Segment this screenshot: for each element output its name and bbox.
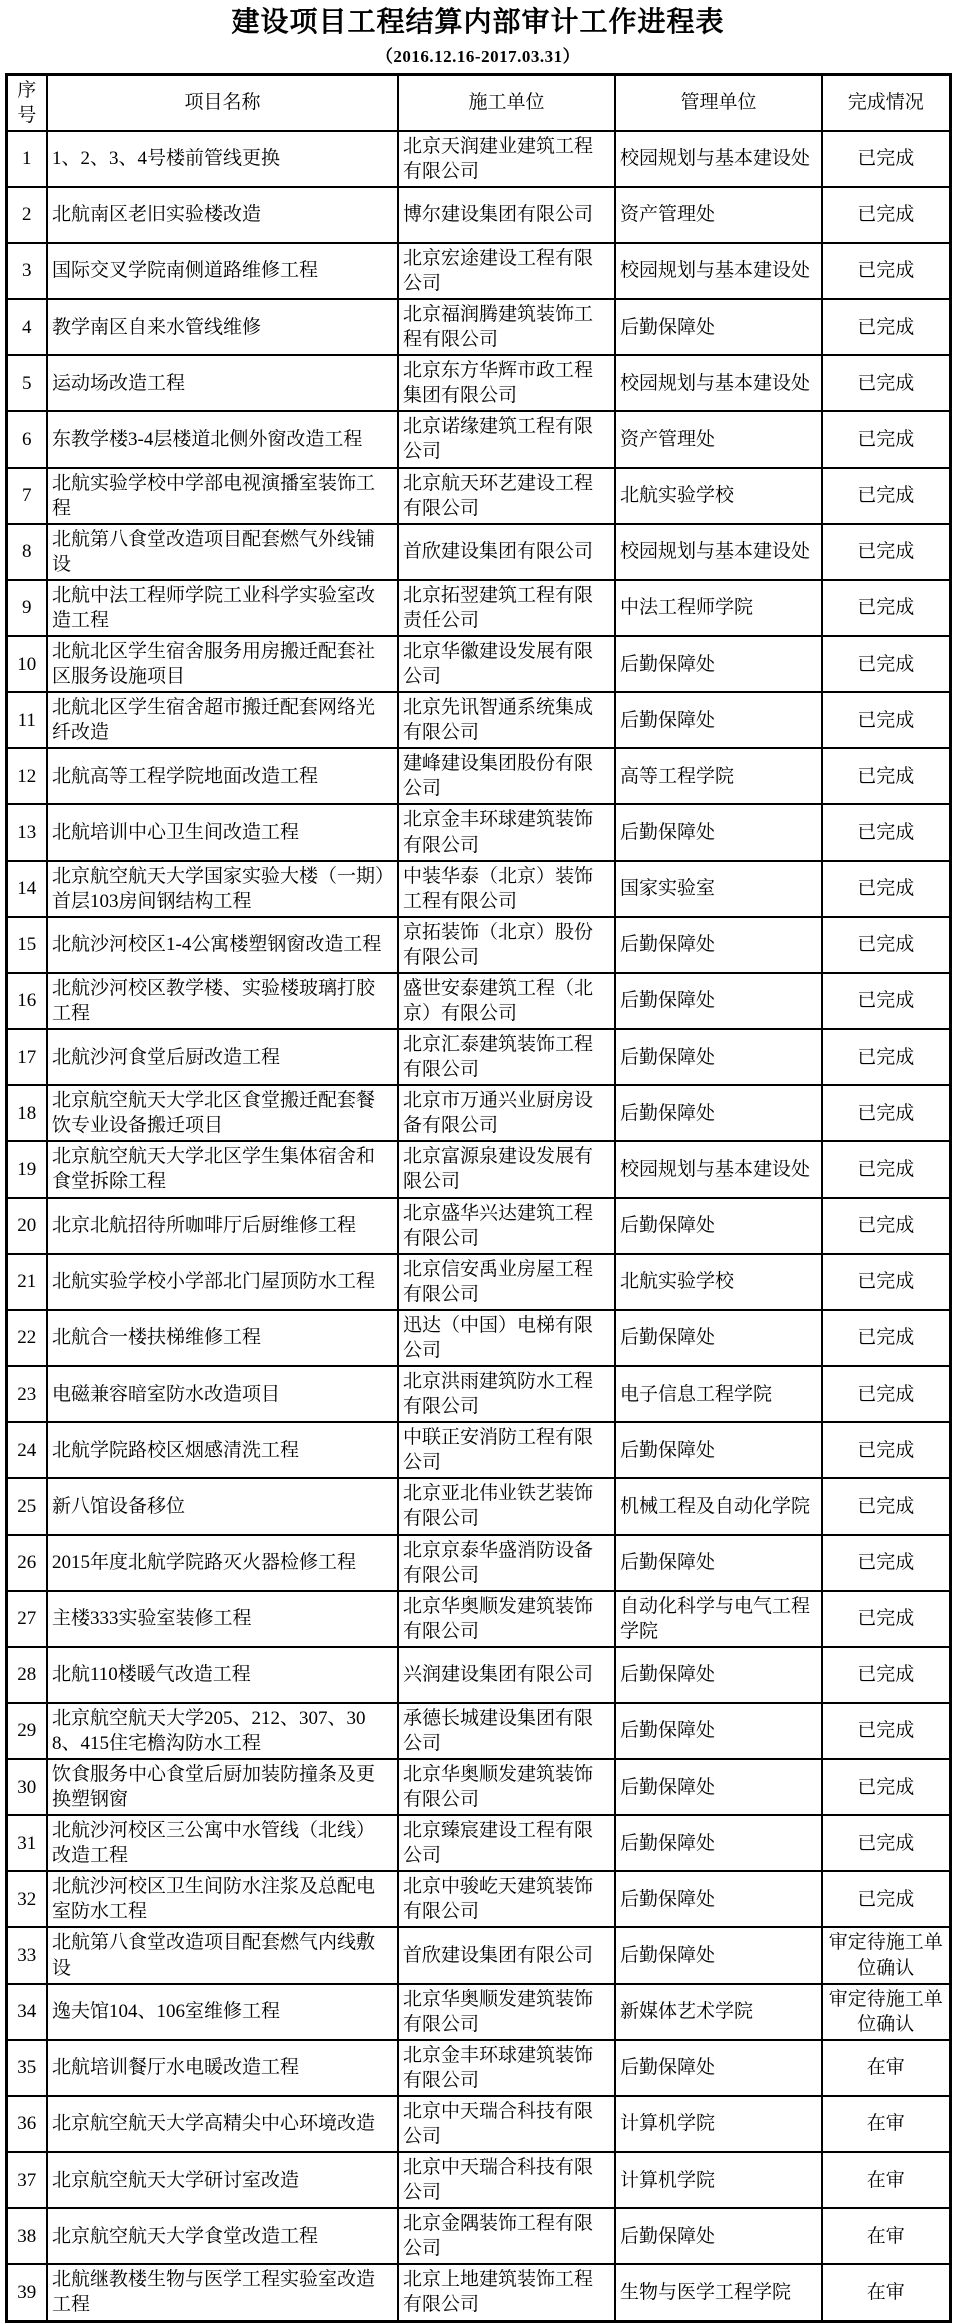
row-number-cell: 20 [6,1198,47,1254]
project-name-cell: 北航继教楼生物与医学工程实验室改造工程 [47,2264,398,2321]
completion-status-cell: 已完成 [822,1366,950,1422]
construction-unit-cell: 北京中天瑞合科技有限公司 [398,2096,615,2152]
management-unit-cell: 后勤保障处 [615,804,822,860]
project-name-cell: 运动场改造工程 [47,355,398,411]
project-name-cell: 新八馆设备移位 [47,1478,398,1534]
project-name-cell: 北航北区学生宿舍超市搬迁配套网络光纤改造 [47,692,398,748]
construction-unit-cell: 北京诺缘建筑工程有限公司 [398,411,615,467]
management-unit-cell: 后勤保障处 [615,692,822,748]
table-row [6,1478,950,1534]
row-number-cell: 28 [6,1647,47,1703]
management-unit-cell: 高等工程学院 [615,748,822,804]
completion-status-cell: 已完成 [822,1141,950,1197]
construction-unit-cell: 兴润建设集团有限公司 [398,1647,615,1703]
construction-unit-cell: 北京东方华辉市政工程集团有限公司 [398,355,615,411]
management-unit-cell: 后勤保障处 [615,1647,822,1703]
project-name-cell: 北航培训中心卫生间改造工程 [47,804,398,860]
audit-progress-table [5,73,952,2323]
table-row [6,973,950,1029]
table-row [6,2152,950,2208]
row-number-cell: 2 [6,187,47,243]
row-number-cell: 15 [6,917,47,973]
project-name-cell: 北京航空航天大学国家实验大楼（一期）首层103房间钢结构工程 [47,861,398,917]
table-row [6,636,950,692]
completion-status-cell: 已完成 [822,1871,950,1927]
project-name-cell: 北航110楼暖气改造工程 [47,1647,398,1703]
project-name-cell: 北航实验学校小学部北门屋顶防水工程 [47,1254,398,1310]
column-header-construction-unit: 施工单位 [398,74,615,131]
row-number-cell: 22 [6,1310,47,1366]
management-unit-cell: 新媒体艺术学院 [615,1984,822,2040]
project-name-cell: 主楼333实验室装修工程 [47,1591,398,1647]
completion-status-cell: 已完成 [822,355,950,411]
completion-status-cell: 已完成 [822,299,950,355]
construction-unit-cell: 北京信安禹业房屋工程有限公司 [398,1254,615,1310]
management-unit-cell: 后勤保障处 [615,1310,822,1366]
table-row [6,2208,950,2264]
table-row [6,1927,950,1983]
table-row [6,1085,950,1141]
row-number-cell: 27 [6,1591,47,1647]
row-number-cell: 39 [6,2264,47,2321]
project-name-cell: 北航沙河校区三公寓中水管线（北线）改造工程 [47,1815,398,1871]
management-unit-cell: 国家实验室 [615,861,822,917]
management-unit-cell: 校园规划与基本建设处 [615,1141,822,1197]
row-number-cell: 10 [6,636,47,692]
management-unit-cell: 后勤保障处 [615,973,822,1029]
management-unit-cell: 自动化科学与电气工程学院 [615,1591,822,1647]
construction-unit-cell: 北京先讯智通系统集成有限公司 [398,692,615,748]
row-number-cell: 11 [6,692,47,748]
completion-status-cell: 在审 [822,2096,950,2152]
management-unit-cell: 生物与医学工程学院 [615,2264,822,2321]
project-name-cell: 北京航空航天大学北区食堂搬迁配套餐饮专业设备搬迁项目 [47,1085,398,1141]
construction-unit-cell: 建峰建设集团股份有限公司 [398,748,615,804]
completion-status-cell: 已完成 [822,1029,950,1085]
table-row [6,804,950,860]
row-number-cell: 35 [6,2040,47,2096]
project-name-cell: 北航沙河校区教学楼、实验楼玻璃打胶工程 [47,973,398,1029]
project-name-cell: 北航合一楼扶梯维修工程 [47,1310,398,1366]
completion-status-cell: 已完成 [822,1254,950,1310]
table-row [6,1029,950,1085]
construction-unit-cell: 北京华奥顺发建筑装饰有限公司 [398,1984,615,2040]
completion-status-cell: 已完成 [822,804,950,860]
completion-status-cell: 在审 [822,2208,950,2264]
project-name-cell: 教学南区自来水管线维修 [47,299,398,355]
completion-status-cell: 已完成 [822,1815,950,1871]
table-row [6,1198,950,1254]
table-body [6,131,950,2321]
row-number-cell: 6 [6,411,47,467]
construction-unit-cell: 北京金隅装饰工程有限公司 [398,2208,615,2264]
construction-unit-cell: 承德长城建设集团有限公司 [398,1703,615,1759]
completion-status-cell: 已完成 [822,468,950,524]
project-name-cell: 北航第八食堂改造项目配套燃气外线铺设 [47,524,398,580]
management-unit-cell: 校园规划与基本建设处 [615,131,822,187]
row-number-cell: 16 [6,973,47,1029]
completion-status-cell: 已完成 [822,187,950,243]
row-number-cell: 3 [6,243,47,299]
row-number-cell: 30 [6,1759,47,1815]
management-unit-cell: 后勤保障处 [615,917,822,973]
row-number-cell: 23 [6,1366,47,1422]
management-unit-cell: 后勤保障处 [615,636,822,692]
table-row [6,2040,950,2096]
construction-unit-cell: 北京中骏屹天建筑装饰有限公司 [398,1871,615,1927]
management-unit-cell: 校园规划与基本建设处 [615,243,822,299]
construction-unit-cell: 北京亚北伟业铁艺装饰有限公司 [398,1478,615,1534]
construction-unit-cell: 北京华奥顺发建筑装饰有限公司 [398,1759,615,1815]
table-row [6,1647,950,1703]
table-row [6,1366,950,1422]
row-number-cell: 13 [6,804,47,860]
project-name-cell: 北京航空航天大学食堂改造工程 [47,2208,398,2264]
management-unit-cell: 后勤保障处 [615,1422,822,1478]
construction-unit-cell: 北京上地建筑装饰工程有限公司 [398,2264,615,2321]
row-number-cell: 38 [6,2208,47,2264]
table-row [6,1254,950,1310]
table-row [6,2264,950,2321]
management-unit-cell: 资产管理处 [615,187,822,243]
management-unit-cell: 计算机学院 [615,2152,822,2208]
completion-status-cell: 审定待施工单位确认 [822,1927,950,1983]
row-number-cell: 21 [6,1254,47,1310]
table-row [6,131,950,187]
construction-unit-cell: 北京臻宸建设工程有限公司 [398,1815,615,1871]
project-name-cell: 北京航空航天大学205、212、307、308、415住宅檐沟防水工程 [47,1703,398,1759]
construction-unit-cell: 北京宏途建设工程有限公司 [398,243,615,299]
table-row [6,524,950,580]
management-unit-cell: 资产管理处 [615,411,822,467]
completion-status-cell: 已完成 [822,748,950,804]
completion-status-cell: 已完成 [822,1198,950,1254]
completion-status-cell: 已完成 [822,861,950,917]
completion-status-cell: 已完成 [822,1591,950,1647]
management-unit-cell: 后勤保障处 [615,1871,822,1927]
completion-status-cell: 已完成 [822,580,950,636]
table-row [6,1815,950,1871]
construction-unit-cell: 北京京泰华盛消防设备有限公司 [398,1535,615,1591]
project-name-cell: 北京航空航天大学高精尖中心环境改造 [47,2096,398,2152]
table-row [6,1871,950,1927]
construction-unit-cell: 北京华奥顺发建筑装饰有限公司 [398,1591,615,1647]
table-row [6,917,950,973]
completion-status-cell: 已完成 [822,524,950,580]
project-name-cell: 北航第八食堂改造项目配套燃气内线敷设 [47,1927,398,1983]
completion-status-cell: 已完成 [822,131,950,187]
management-unit-cell: 后勤保障处 [615,1759,822,1815]
row-number-cell: 1 [6,131,47,187]
row-number-cell: 18 [6,1085,47,1141]
completion-status-cell: 在审 [822,2040,950,2096]
completion-status-cell: 在审 [822,2152,950,2208]
document-date-range: （2016.12.16-2017.03.31） [375,46,581,66]
table-row [6,1759,950,1815]
row-number-cell: 8 [6,524,47,580]
table-row [6,1422,950,1478]
table-row [6,692,950,748]
management-unit-cell: 后勤保障处 [615,1029,822,1085]
construction-unit-cell: 盛世安泰建筑工程（北京）有限公司 [398,973,615,1029]
management-unit-cell: 后勤保障处 [615,1927,822,1983]
construction-unit-cell: 京拓装饰（北京）股份有限公司 [398,917,615,973]
project-name-cell: 北京北航招待所咖啡厅后厨维修工程 [47,1198,398,1254]
table-row [6,1141,950,1197]
management-unit-cell: 中法工程师学院 [615,580,822,636]
construction-unit-cell: 中装华泰（北京）装饰工程有限公司 [398,861,615,917]
page-title: 建设项目工程结算内部审计工作进程表 [231,7,725,38]
project-name-cell: 北京航空航天大学北区学生集体宿舍和食堂拆除工程 [47,1141,398,1197]
project-name-cell: 北航沙河校区1-4公寓楼塑钢窗改造工程 [47,917,398,973]
project-name-cell: 北航学院路校区烟感清洗工程 [47,1422,398,1478]
project-name-cell: 饮食服务中心食堂后厨加装防撞条及更换塑钢窗 [47,1759,398,1815]
construction-unit-cell: 首欣建设集团有限公司 [398,524,615,580]
row-number-cell: 33 [6,1927,47,1983]
construction-unit-cell: 中联正安消防工程有限公司 [398,1422,615,1478]
project-name-cell: 北航培训餐厅水电暖改造工程 [47,2040,398,2096]
row-number-cell: 32 [6,1871,47,1927]
table-row [6,748,950,804]
management-unit-cell: 后勤保障处 [615,2208,822,2264]
completion-status-cell: 已完成 [822,1759,950,1815]
column-header-completion-status: 完成情况 [822,74,950,131]
column-header-project-name: 项目名称 [47,74,398,131]
construction-unit-cell: 北京福润腾建筑装饰工程有限公司 [398,299,615,355]
table-row [6,2096,950,2152]
management-unit-cell: 后勤保障处 [615,299,822,355]
completion-status-cell: 已完成 [822,973,950,1029]
project-name-cell: 北航南区老旧实验楼改造 [47,187,398,243]
construction-unit-cell: 首欣建设集团有限公司 [398,1927,615,1983]
project-name-cell: 电磁兼容暗室防水改造项目 [47,1366,398,1422]
completion-status-cell: 已完成 [822,1535,950,1591]
row-number-cell: 29 [6,1703,47,1759]
row-number-cell: 9 [6,580,47,636]
table-row [6,187,950,243]
completion-status-cell: 已完成 [822,692,950,748]
row-number-cell: 24 [6,1422,47,1478]
completion-status-cell: 已完成 [822,243,950,299]
construction-unit-cell: 北京金丰环球建筑装饰有限公司 [398,2040,615,2096]
management-unit-cell: 后勤保障处 [615,1198,822,1254]
project-name-cell: 逸夫馆104、106室维修工程 [47,1984,398,2040]
project-name-cell: 北航沙河食堂后厨改造工程 [47,1029,398,1085]
header-row [6,74,950,131]
construction-unit-cell: 北京汇泰建筑装饰工程有限公司 [398,1029,615,1085]
construction-unit-cell: 北京拓翌建筑工程有限责任公司 [398,580,615,636]
row-number-cell: 19 [6,1141,47,1197]
construction-unit-cell: 迅达（中国）电梯有限公司 [398,1310,615,1366]
table-row [6,468,950,524]
management-unit-cell: 校园规划与基本建设处 [615,524,822,580]
construction-unit-cell: 北京天润建业建筑工程有限公司 [398,131,615,187]
row-number-cell: 14 [6,861,47,917]
table-row [6,580,950,636]
construction-unit-cell: 北京洪雨建筑防水工程有限公司 [398,1366,615,1422]
project-name-cell: 北航高等工程学院地面改造工程 [47,748,398,804]
table-row [6,243,950,299]
table-row [6,1703,950,1759]
completion-status-cell: 已完成 [822,1085,950,1141]
construction-unit-cell: 北京航天环艺建设工程有限公司 [398,468,615,524]
completion-status-cell: 已完成 [822,1310,950,1366]
management-unit-cell: 校园规划与基本建设处 [615,355,822,411]
project-name-cell: 北京航空航天大学研讨室改造 [47,2152,398,2208]
table-row [6,1591,950,1647]
row-number-cell: 36 [6,2096,47,2152]
project-name-cell: 北航北区学生宿舍服务用房搬迁配套社区服务设施项目 [47,636,398,692]
row-number-cell: 7 [6,468,47,524]
management-unit-cell: 计算机学院 [615,2096,822,2152]
project-name-cell: 北航实验学校中学部电视演播室装饰工程 [47,468,398,524]
construction-unit-cell: 北京富源泉建设发展有限公司 [398,1141,615,1197]
completion-status-cell: 已完成 [822,1422,950,1478]
management-unit-cell: 后勤保障处 [615,2040,822,2096]
construction-unit-cell: 北京华徽建设发展有限公司 [398,636,615,692]
row-number-cell: 12 [6,748,47,804]
row-number-cell: 5 [6,355,47,411]
table-row [6,1984,950,2040]
management-unit-cell: 后勤保障处 [615,1085,822,1141]
management-unit-cell: 北航实验学校 [615,468,822,524]
management-unit-cell: 后勤保障处 [615,1703,822,1759]
management-unit-cell: 后勤保障处 [615,1535,822,1591]
completion-status-cell: 审定待施工单位确认 [822,1984,950,2040]
row-number-cell: 26 [6,1535,47,1591]
row-number-cell: 17 [6,1029,47,1085]
table-row [6,355,950,411]
construction-unit-cell: 北京中天瑞合科技有限公司 [398,2152,615,2208]
completion-status-cell: 已完成 [822,1703,950,1759]
construction-unit-cell: 北京盛华兴达建筑工程有限公司 [398,1198,615,1254]
table-row [6,861,950,917]
project-name-cell: 东教学楼3-4层楼道北侧外窗改造工程 [47,411,398,467]
completion-status-cell: 已完成 [822,411,950,467]
row-number-cell: 31 [6,1815,47,1871]
construction-unit-cell: 北京金丰环球建筑装饰有限公司 [398,804,615,860]
table-row [6,1310,950,1366]
management-unit-cell: 机械工程及自动化学院 [615,1478,822,1534]
column-header-number: 序号 [6,74,47,131]
construction-unit-cell: 北京市万通兴业厨房设备有限公司 [398,1085,615,1141]
project-name-cell: 国际交叉学院南侧道路维修工程 [47,243,398,299]
completion-status-cell: 已完成 [822,917,950,973]
project-name-cell: 北航沙河校区卫生间防水注浆及总配电室防水工程 [47,1871,398,1927]
row-number-cell: 4 [6,299,47,355]
row-number-cell: 37 [6,2152,47,2208]
row-number-cell: 34 [6,1984,47,2040]
table-row [6,411,950,467]
completion-status-cell: 已完成 [822,636,950,692]
table-row [6,299,950,355]
project-name-cell: 1、2、3、4号楼前管线更换 [47,131,398,187]
construction-unit-cell: 博尔建设集团有限公司 [398,187,615,243]
project-name-cell: 北航中法工程师学院工业科学实验室改造工程 [47,580,398,636]
management-unit-cell: 北航实验学校 [615,1254,822,1310]
table-row [6,1535,950,1591]
completion-status-cell: 已完成 [822,1647,950,1703]
management-unit-cell: 电子信息工程学院 [615,1366,822,1422]
completion-status-cell: 在审 [822,2264,950,2321]
column-header-management-unit: 管理单位 [615,74,822,131]
completion-status-cell: 已完成 [822,1478,950,1534]
row-number-cell: 25 [6,1478,47,1534]
management-unit-cell: 后勤保障处 [615,1815,822,1871]
project-name-cell: 2015年度北航学院路灭火器检修工程 [47,1535,398,1591]
